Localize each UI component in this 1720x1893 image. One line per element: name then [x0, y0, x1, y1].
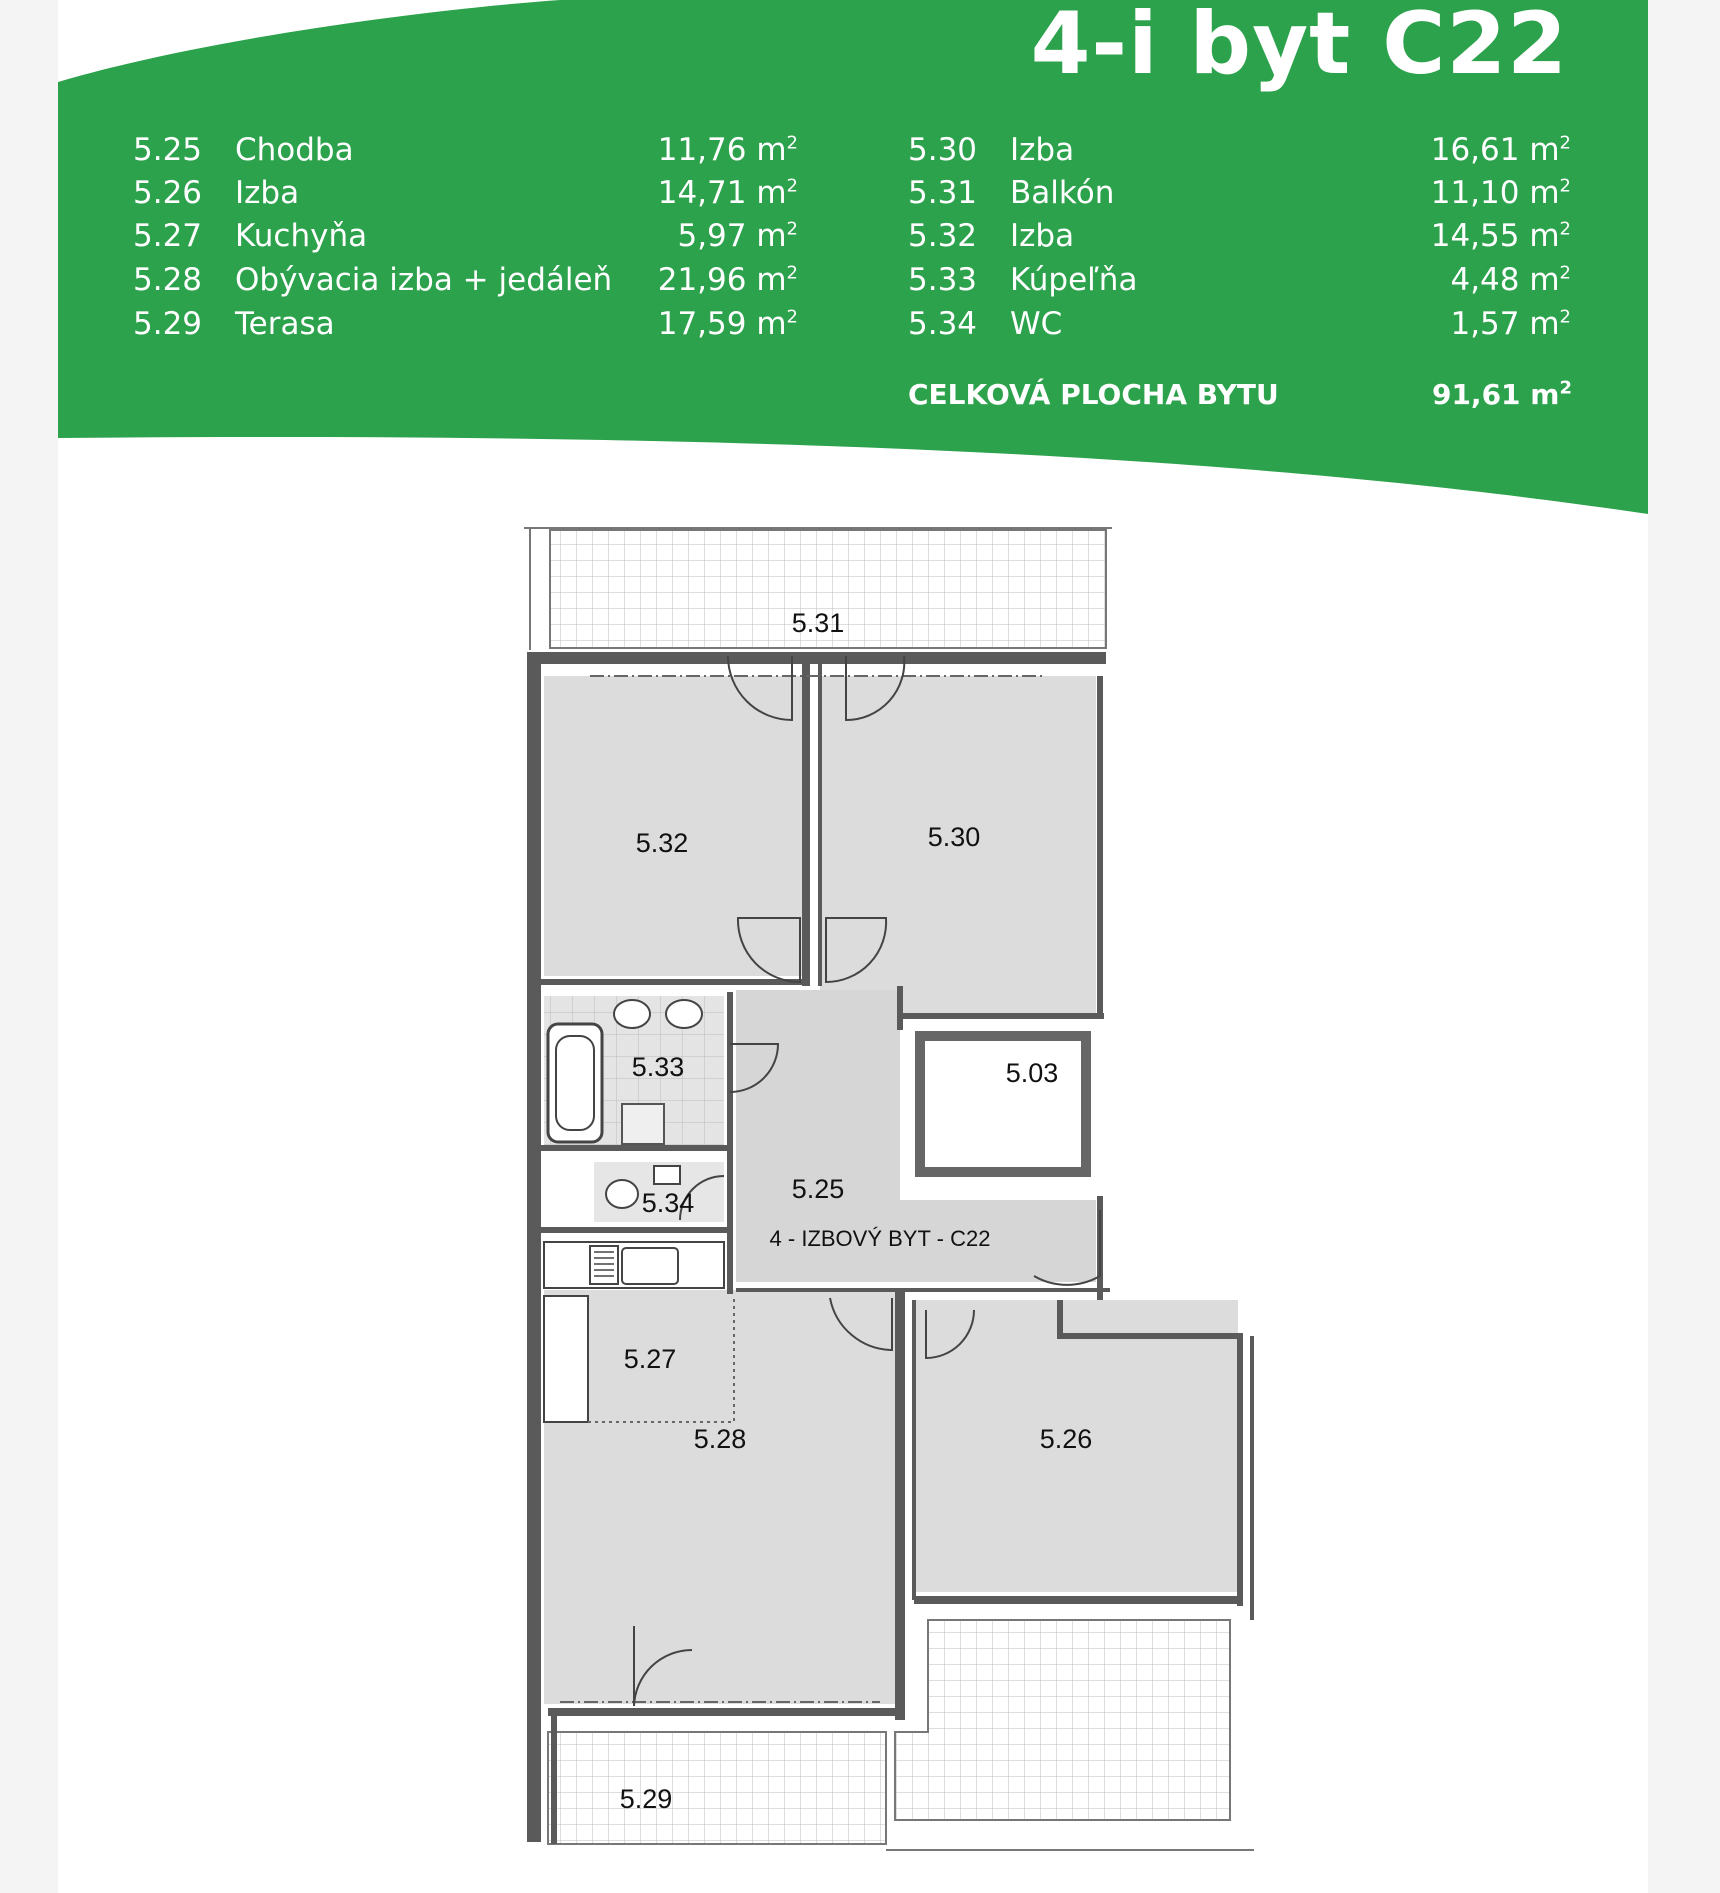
room-5-32 — [544, 676, 808, 976]
room-number: 5.34 — [908, 306, 978, 342]
room-number: 5.29 — [133, 306, 203, 342]
room-label-5-33: 5.33 — [631, 1052, 685, 1082]
room-label-5-25: 5.25 — [791, 1174, 845, 1204]
room-label-5-03: 5.03 — [1005, 1058, 1059, 1088]
room-area: 5,97 $m^2$ — [677, 218, 798, 254]
room-area: 11,76 $m^2$ — [657, 132, 798, 168]
room-5-28 — [544, 1290, 896, 1704]
room-name: Chodba — [235, 132, 354, 168]
room-label-5-26: 5.26 — [1039, 1424, 1093, 1454]
room-label-5-30: 5.30 — [927, 822, 981, 852]
room-name: Obývacia izba + jedáleň — [235, 262, 613, 298]
room-number: 5.27 — [133, 218, 203, 254]
room-label-5-28: 5.28 — [693, 1424, 747, 1454]
room-name: WC — [1010, 306, 1063, 342]
total-area-value: 91,61 $m^2$ — [1431, 377, 1572, 411]
room-number: 5.31 — [908, 175, 978, 211]
room-name: Izba — [1010, 132, 1075, 168]
room-number: 5.32 — [908, 218, 978, 254]
room-number: 5.33 — [908, 262, 978, 298]
room-number: 5.28 — [133, 262, 203, 298]
sink-icon — [666, 1000, 702, 1028]
room-name: Terasa — [235, 306, 335, 342]
room-label-5-32: 5.32 — [635, 828, 689, 858]
room-name: Kúpeľňa — [1010, 262, 1138, 298]
room-number: 5.26 — [133, 175, 203, 211]
room-number: 5.30 — [908, 132, 978, 168]
room-area: 14,71 $m^2$ — [657, 175, 798, 211]
room-number: 5.25 — [133, 132, 203, 168]
room-name: Izba — [1010, 218, 1075, 254]
room-area: 14,55 $m^2$ — [1430, 218, 1571, 254]
room-name: Kuchyňa — [235, 218, 368, 254]
room-name: Balkón — [1010, 175, 1115, 211]
terrace-5-29 — [548, 1732, 886, 1844]
room-area: 1,57 $m^2$ — [1450, 306, 1571, 342]
apartment-label: 4 - IZBOVÝ BYT - C22 — [769, 1226, 991, 1251]
room-area: 11,10 $m^2$ — [1430, 175, 1571, 211]
terrace-right — [895, 1620, 1230, 1820]
toilet-icon — [606, 1180, 638, 1208]
sink-icon — [614, 1000, 650, 1028]
room-label-5-34: 5.34 — [641, 1188, 695, 1218]
room-area: 4,48 $m^2$ — [1450, 262, 1571, 298]
page-title: 4-i byt C22 — [1030, 0, 1568, 94]
total-area-label: CELKOVÁ PLOCHA BYTU — [908, 378, 1279, 411]
room-label-5-27: 5.27 — [623, 1344, 677, 1374]
room-5-03 — [920, 1036, 1086, 1172]
room-area: 17,59 $m^2$ — [657, 306, 798, 342]
room-area: 16,61 $m^2$ — [1430, 132, 1571, 168]
room-label-5-31: 5.31 — [791, 608, 845, 638]
room-label-5-29: 5.29 — [619, 1784, 673, 1814]
room-area: 21,96 $m^2$ — [657, 262, 798, 298]
room-name: Izba — [235, 175, 300, 211]
kitchen-sink-icon — [622, 1248, 678, 1284]
